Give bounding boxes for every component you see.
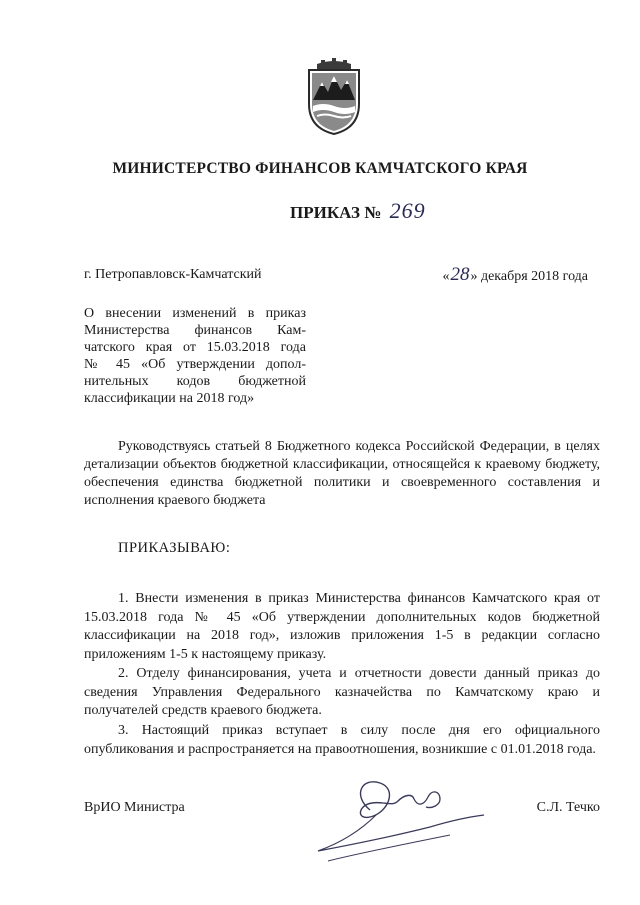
signatory-title: ВрИО Министра: [84, 800, 185, 815]
date-rest: » декабря 2018 года: [470, 269, 588, 284]
subject-line: чатского края от 15.03.2018 года: [84, 340, 306, 355]
decree-word: ПРИКАЗЫВАЮ:: [118, 540, 231, 556]
coat-of-arms-icon: [303, 58, 365, 136]
subject-line: № 45 «Об утверждении допол-: [84, 357, 306, 372]
subject-line: классификации на 2018 год»: [84, 391, 255, 406]
order-heading: [290, 198, 426, 224]
order-label: ПРИКАЗ №: [290, 203, 382, 222]
order-date: [442, 264, 588, 286]
preamble-paragraph: Руководствуясь статьей 8 Бюджетного кодекса Российской Федерации, в целях детализации объектов бюджетной классификации, относящейся к краевому бюджету, обеспечения единства бюджетной политики и своевременного составления и исполнения краевого бюджета: [84, 439, 600, 508]
subject-line: Министерства финансов Кам-: [84, 323, 306, 338]
order-subject: [84, 305, 306, 407]
order-item-2: 2. Отделу финансирования, учета и отчетности довести данный приказ до сведения Управления Федерального казначейства по Камчатскому краю и получателей средств краевого бюджета.: [84, 666, 600, 718]
order-number: 269: [389, 198, 426, 223]
date-open-quote: «: [442, 269, 450, 284]
ministry-title: МИНИСТЕРСТВО ФИНАНСОВ КАМЧАТСКОГО КРАЯ: [112, 160, 528, 177]
signatory-name: С.Л. Течко: [536, 800, 600, 815]
handwritten-signature: [300, 765, 490, 870]
subject-line: нительных кодов бюджетной: [84, 374, 306, 389]
order-item-3: 3. Настоящий приказ вступает в силу после дня его официального опубликования и распространяется на правоотношения, возникшие с 01.01.2018 года.: [84, 723, 600, 757]
date-day: 28: [450, 264, 470, 285]
city-line: г. Петропавловск-Камчатский: [84, 267, 262, 282]
order-item-1: 1. Внести изменения в приказ Министерства финансов Камчатского края от 15.03.2018 года № 45 «Об утверждении дополнительных кодов бюджетной классификации на 2018 год», изложив приложения 1-5 в редакции согласно приложениям 1-5 к настоящему приказу.: [84, 591, 600, 662]
subject-line: О внесении изменений в приказ: [84, 306, 306, 321]
